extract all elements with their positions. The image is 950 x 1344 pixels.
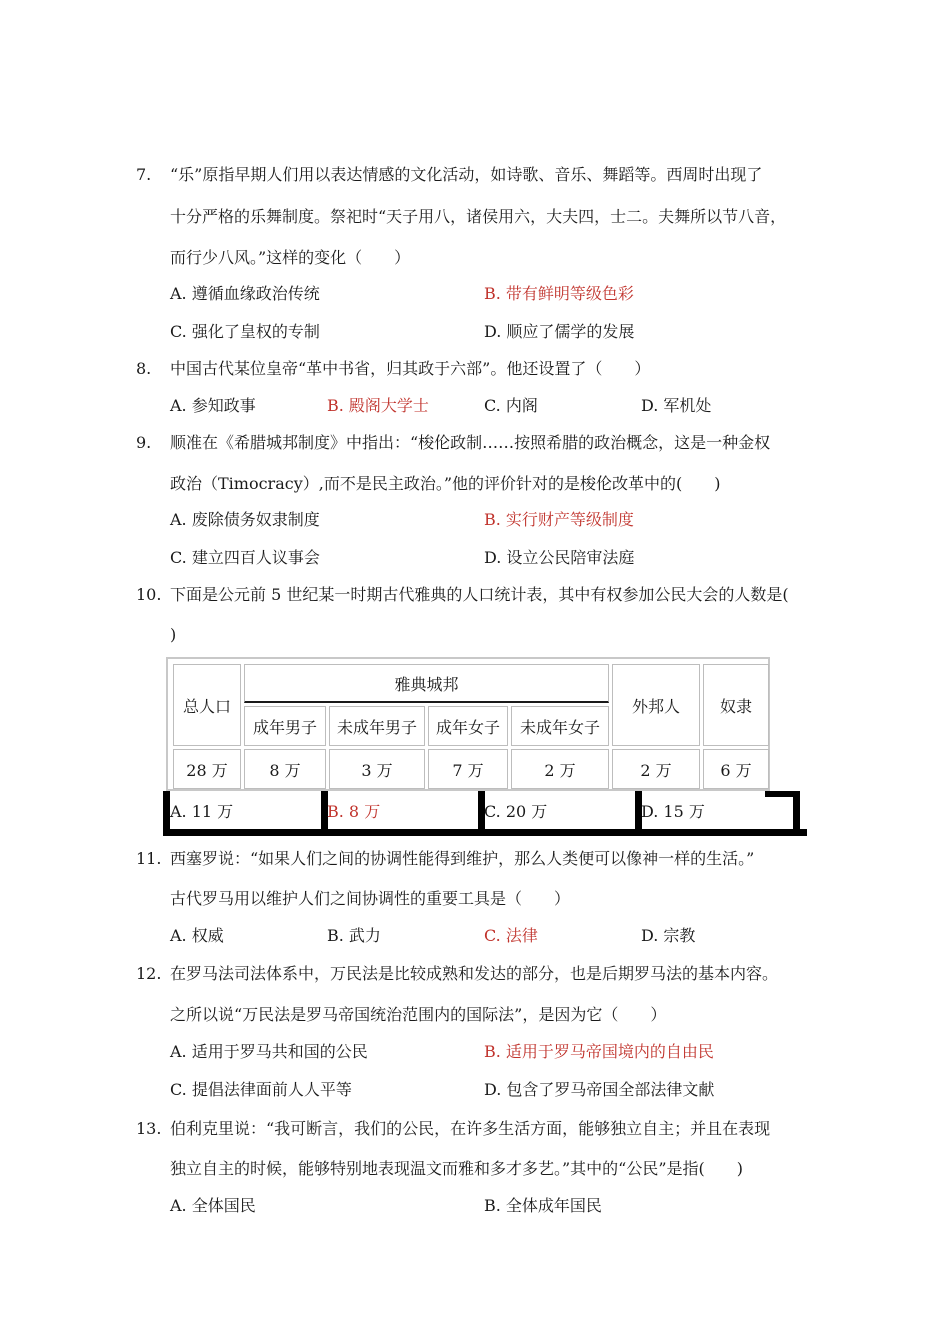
q7-line-2: 十分严格的乐舞制度。祭祀时“天子用八，诸侯用六，大夫四，士二。夫舞所以节八音， bbox=[170, 207, 787, 226]
q12-line-2: 之所以说“万民法是罗马帝国统治范围内的国际法”，是因为它（ ） bbox=[170, 1005, 667, 1024]
question-number-10: 10. bbox=[136, 585, 162, 604]
answer-box-bottom-border bbox=[163, 829, 807, 836]
q9-option-b-answer: B. 实行财产等级制度 bbox=[484, 510, 634, 529]
q7-option-d: D. 顺应了儒学的发展 bbox=[484, 322, 635, 341]
header-adult-women: 成年女子 bbox=[428, 706, 508, 746]
header-minor-men: 未成年男子 bbox=[329, 706, 425, 746]
header-total-population: 总人口 bbox=[173, 664, 241, 746]
q7-option-a: A. 遵循血缘政治传统 bbox=[170, 284, 320, 303]
q12-line-1: 在罗马法司法体系中，万民法是比较成熟和发达的部分，也是后期罗马法的基本内容。 bbox=[170, 964, 779, 983]
q9-option-c: C. 建立四百人议事会 bbox=[170, 548, 320, 567]
q11-option-a: A. 权威 bbox=[170, 926, 224, 945]
q8-option-a: A. 参知政事 bbox=[170, 396, 256, 415]
q11-option-b: B. 武力 bbox=[327, 926, 381, 945]
q11-line-1: 西塞罗说：“如果人们之间的协调性能得到维护，那么人类便可以像神一样的生活。” bbox=[170, 849, 755, 868]
q9-line-1: 顺准在《希腊城邦制度》中指出：“梭伦政制……按照希腊的政治概念，这是一种金权 bbox=[170, 433, 771, 452]
value-adult-women: 7 万 bbox=[428, 749, 508, 789]
q12-option-d: D. 包含了罗马帝国全部法律文献 bbox=[484, 1080, 715, 1099]
q13-option-b: B. 全体成年国民 bbox=[484, 1196, 602, 1215]
q13-option-a: A. 全体国民 bbox=[170, 1196, 256, 1215]
q11-line-2: 古代罗马用以维护人们之间协调性的重要工具是（ ） bbox=[170, 889, 571, 908]
q10-line-1: 下面是公元前 5 世纪某一时期古代雅典的人口统计表，其中有权参加公民大会的人数是( bbox=[170, 585, 789, 604]
q11-option-d: D. 宗教 bbox=[641, 926, 696, 945]
q12-option-b-answer: B. 适用于罗马帝国境内的自由民 bbox=[484, 1042, 714, 1061]
question-number-11: 11. bbox=[136, 849, 162, 868]
q10-option-d: D. 15 万 bbox=[641, 802, 705, 821]
answer-box-top-corner bbox=[765, 791, 800, 797]
q12-option-a: A. 适用于罗马共和国的公民 bbox=[170, 1042, 368, 1061]
q8-line-1: 中国古代某位皇帝“革中书省，归其政于六部”。他还设置了（ ） bbox=[170, 359, 651, 378]
q10-option-c: C. 20 万 bbox=[484, 802, 548, 821]
q9-option-d: D. 设立公民陪审法庭 bbox=[484, 548, 635, 567]
q9-line-2: 政治（Timocracy）,而不是民主政治。”他的评价针对的是梭伦改革中的( ) bbox=[170, 474, 721, 493]
header-slaves: 奴隶 bbox=[703, 664, 769, 746]
value-minor-men: 3 万 bbox=[329, 749, 425, 789]
q8-option-c: C. 内阁 bbox=[484, 396, 538, 415]
value-adult-men: 8 万 bbox=[244, 749, 326, 789]
header-minor-women: 未成年女子 bbox=[511, 706, 609, 746]
population-table bbox=[170, 661, 772, 792]
q11-option-c-answer: C. 法律 bbox=[484, 926, 538, 945]
q8-option-b-answer: B. 殿阁大学士 bbox=[327, 396, 429, 415]
q7-line-1: “乐”原指早期人们用以表达情感的文化活动，如诗歌、音乐、舞蹈等。西周时出现了 bbox=[170, 165, 763, 184]
value-slaves: 6 万 bbox=[703, 749, 769, 789]
header-foreigners: 外邦人 bbox=[612, 664, 700, 746]
q13-line-1: 伯利克里说：“我可断言，我们的公民，在许多生活方面，能够独立自主；并且在表现 bbox=[170, 1119, 771, 1138]
q13-line-2: 独立自主的时候，能够特别地表现温文而雅和多才多艺。”其中的“公民”是指( ) bbox=[170, 1159, 744, 1178]
question-number-7: 7. bbox=[136, 165, 152, 184]
q7-option-c: C. 强化了皇权的专制 bbox=[170, 322, 320, 341]
question-number-13: 13. bbox=[136, 1119, 162, 1138]
answer-box-right-border bbox=[793, 791, 800, 836]
value-foreigners: 2 万 bbox=[612, 749, 700, 789]
value-minor-women: 2 万 bbox=[511, 749, 609, 789]
question-number-12: 12. bbox=[136, 964, 162, 983]
q10-line-2: ) bbox=[170, 625, 177, 644]
q8-option-d: D. 军机处 bbox=[641, 396, 712, 415]
q10-option-a: A. 11 万 bbox=[170, 802, 234, 821]
header-adult-men: 成年男子 bbox=[244, 706, 326, 746]
header-athens-city-state: 雅典城邦 bbox=[244, 664, 609, 703]
q9-option-a: A. 废除债务奴隶制度 bbox=[170, 510, 320, 529]
q10-option-b-answer: B. 8 万 bbox=[327, 802, 381, 821]
q7-line-3: 而行少八风。”这样的变化（ ） bbox=[170, 248, 411, 267]
question-number-9: 9. bbox=[136, 433, 152, 452]
q7-option-b-answer: B. 带有鲜明等级色彩 bbox=[484, 284, 634, 303]
question-number-8: 8. bbox=[136, 359, 152, 378]
q12-option-c: C. 提倡法律面前人人平等 bbox=[170, 1080, 352, 1099]
value-total: 28 万 bbox=[173, 749, 241, 789]
